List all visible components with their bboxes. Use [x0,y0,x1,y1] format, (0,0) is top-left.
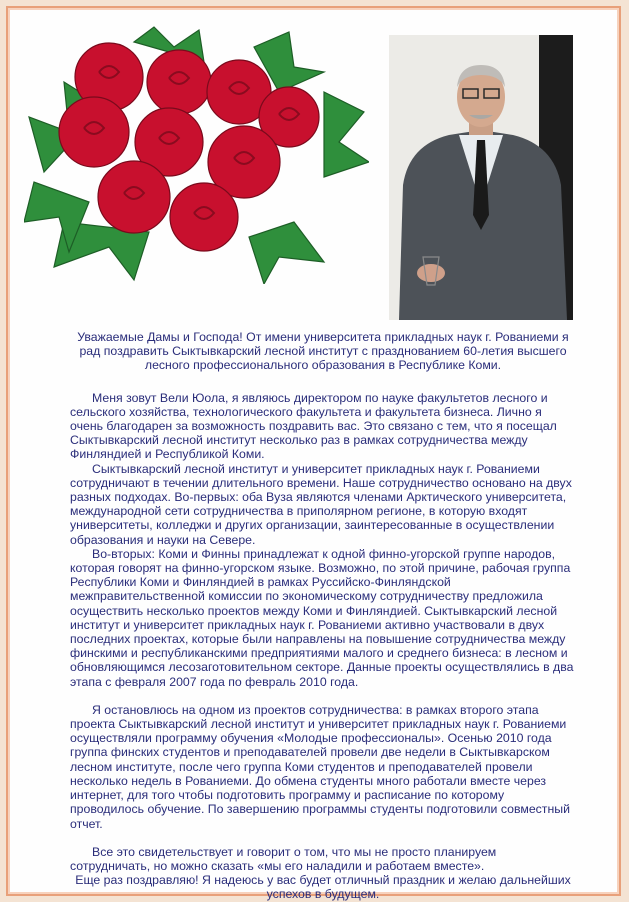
portrait-photo [389,35,573,320]
letter-closing: Еще раз поздравляю! Я надеюсь у вас будет отличный праздник и желаю дальнейших успехов в будущем. [75,873,571,902]
paragraph-spacer [70,689,576,703]
rose-bouquet-image [24,22,369,284]
letter-sheet [6,6,621,902]
letter-paragraph: Во-вторых: Коми и Финны принадлежат к одной финно-угорской группе народов, которая говорят на финно-угорском языке. Возможно, по этой причине, рабочая группа Республики Коми и Финляндией в рамках Руссийско-Финляндской межправительственной комиссии по экономическому сотрудничеству предложила осуществить несколько проектов между Коми и Финляндией. Сыктывкарский лесной институт и университет прикладных наук г. Рованиеми активно участвовали в двух последних проектах, которые были направлены на повышение сотрудничества между финскими и республиканскими предприятиями малого и среднего бизнеса: в лесном и обновляющимся лесозаготовительном секторе. Данные проекты осуществлялись в два этапа с февраля 2007 года по февраль 2010 года. [70,546,574,689]
letter-paragraph: Меня зовут Вели Юола, я являюсь директором по науке факультетов лесного и сельского хозяйства, технологического факультета и факультета бизнеса. Лично я очень благодарен за возможность поздравить вас. Это связано с тем, что я посещал Сыктывкарский лесной институт несколько раз в рамках сотрудничества между Финляндией и Республикой Коми. [70,390,557,462]
letter-paragraph: Я остановлюсь на одном из проектов сотрудничества: в рамках второго этапа проекта Сыктывкарский лесной институт и университет прикладных наук г. Рованиеми осуществляли программу обучения «Молодые профессионалы». Осенью 2010 года группа финских студентов и преподавателей провели две недели в Сыктывкарском лесном институте, после чего группа Коми студентов и преподавателей провели несколько недель в Рованиеми. До обмена студенты много работали вместе через интернет, для того чтобы подготовить программу и расписание по которому проводилось обучение. По завершению программы студенты подготовили совместный отчет. [70,702,570,831]
letter-paragraph: Все это свидетельствует и говорит о том, что мы не просто планируем сотрудничать, но можно сказать «мы его наладили и работаем вместе». [70,844,497,873]
paragraph-spacer [70,831,576,845]
letter-greeting: Уважаемые Дамы и Господа! От имени университета прикладных наук г. Рованиеми я рад поздравить Сыктывкарский лесной институт с празднованием 60-летия высшего лесного профессионального образования в Республике Коми. [77,330,569,373]
letter-body [70,330,576,902]
letter-paragraph: Сыктывкарский лесной институт и университет прикладных наук г. Рованиеми сотрудничают в течении длительного времени. Наше сотрудничество основано на двух разных подходах. Во-первых: оба Вуза являются членами Арктического университета, международной сети сотрудничества в приполярном регионе, в которую входят университеты, колледжи и других организации, заинтересованные в осуществлении образования и науки на Севере. [70,461,572,547]
